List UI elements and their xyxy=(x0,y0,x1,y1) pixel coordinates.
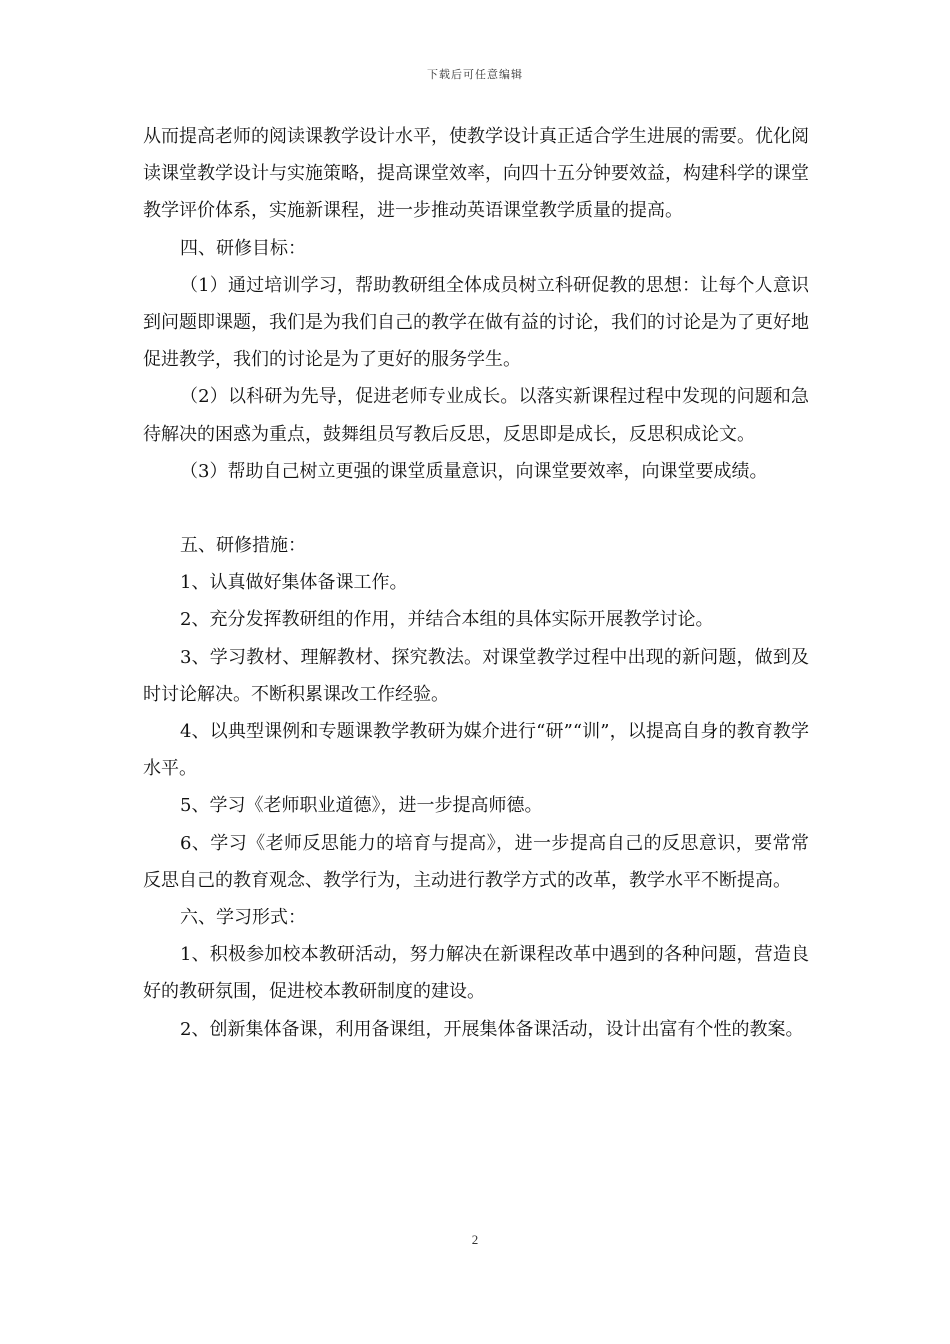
measure-item-5: 5、学习《老师职业道德》，进一步提高师德。 xyxy=(180,795,543,817)
measure-item-3: 3、学习教材、理解教材、探究教法。对课堂教学过程中出现的新问题，做到及时讨论解决。不断积累课改工作经验。 xyxy=(143,646,809,705)
section-heading-goals: 四、研修目标： xyxy=(180,237,306,259)
page-number: 2 xyxy=(471,1232,479,1247)
goal-item-1: （1）通过培训学习，帮助教研组全体成员树立科研促教的思想：让每个人意识到问题即课题，我们是为我们自己的教学在做有益的讨论，我们的讨论是为了更好地促进教学，我们的讨论是为了更好的服务学生。 xyxy=(143,274,809,371)
goal-item-3: （3）帮助自己树立更强的课堂质量意识，向课堂要效率，向课堂要成绩。 xyxy=(180,460,768,482)
form-item-1: 1、积极参加校本教研活动，努力解决在新课程改革中遇到的各种问题，营造良好的教研氛围，促进校本教研制度的建设。 xyxy=(143,944,809,1003)
measure-item-4: 4、以典型课例和专题课教学教研为媒介进行“研”“训”，以提高自身的教育教学水平。 xyxy=(143,721,809,780)
blank-line xyxy=(143,490,809,527)
measure-item-1: 1、认真做好集体备课工作。 xyxy=(180,572,408,594)
page-header: 下载后可任意编辑 xyxy=(427,68,523,81)
document-body xyxy=(143,118,809,1048)
paragraph-intro-continued: 从而提高老师的阅读课教学设计水平，使教学设计真正适合学生进展的需要。优化阅读课堂教学设计与实施策略，提高课堂效率，向四十五分钟要效益，构建科学的课堂教学评价体系，实施新课程，进一步推动英语课堂教学质量的提高。 xyxy=(143,126,809,222)
measure-item-2: 2、充分发挥教研组的作用，并结合本组的具体实际开展教学讨论。 xyxy=(180,609,714,631)
goal-item-2: （2）以科研为先导，促进老师专业成长。以落实新课程过程中发现的问题和急待解决的困惑为重点，鼓舞组员写教后反思，反思即是成长，反思积成论文。 xyxy=(143,386,809,445)
form-item-2: 2、创新集体备课，利用备课组，开展集体备课活动，设计出富有个性的教案。 xyxy=(180,1018,804,1040)
section-heading-measures: 五、研修措施： xyxy=(180,535,306,557)
measure-item-6: 6、学习《老师反思能力的培育与提高》，进一步提高自己的反思意识，要常常反思自己的教育观念、教学行为，主动进行教学方式的改革，教学水平不断提高。 xyxy=(143,832,809,891)
section-heading-forms: 六、学习形式： xyxy=(180,907,306,929)
